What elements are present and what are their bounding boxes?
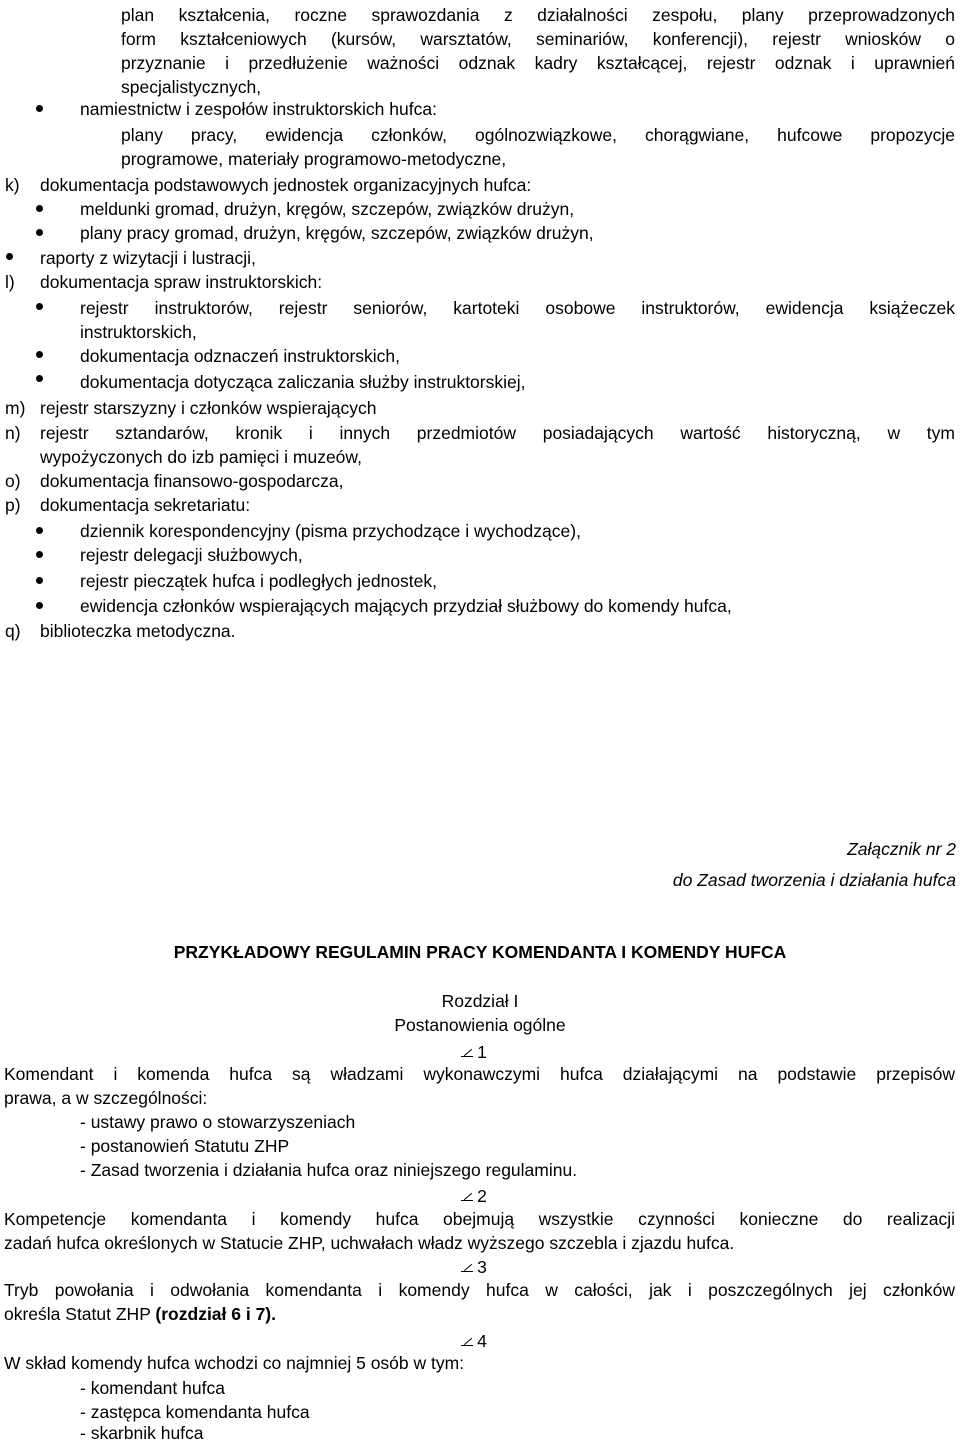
bullet-icon: [36, 205, 43, 212]
section-number-label: 2: [477, 1186, 487, 1206]
text-line: instruktorskich,: [80, 322, 197, 342]
bullet-icon: [36, 351, 43, 358]
list-item: rejestr instruktorów, rejestr seniorów, kartoteki osobowe instruktorów, ewidencja książeczek: [80, 298, 955, 318]
annex-subtitle: do Zasad tworzenia i działania hufca: [672, 870, 956, 890]
list-item: - skarbnik hufca: [80, 1423, 204, 1443]
text-line: plany pracy, ewidencja członków, ogólnozwiązkowe, chorągwiane, hufcowe propozycje: [121, 125, 955, 145]
paragraph-line: Komendant i komenda hufca są władzami wykonawczymi hufca działającymi na podstawie przepisów: [4, 1064, 955, 1084]
page-title: PRZYKŁADOWY REGULAMIN PRACY KOMENDANTA I KOMENDY HUFCA: [173, 942, 787, 962]
list-item: biblioteczka metodyczna.: [40, 621, 236, 641]
list-item: ewidencja członków wspierających mających przydział służbowy do komendy hufca,: [80, 596, 732, 616]
section-number-label: 3: [477, 1257, 487, 1277]
bullet-icon: [36, 105, 43, 112]
text-line: plan kształcenia, roczne sprawozdania z działalności zespołu, plany przeprowadzonych: [121, 5, 955, 25]
bullet-icon: [36, 527, 43, 534]
text-line: przyznanie i przedłużenie ważności odznak kadry kształcącej, rejestr odznak i uprawnień: [121, 53, 955, 73]
bullet-icon: [36, 602, 43, 609]
list-item: dokumentacja dotycząca zaliczania służby instruktorskiej,: [80, 372, 526, 392]
list-item: dokumentacja sekretariatu:: [40, 495, 251, 515]
paragraph-line: zadań hufca określonych w Statucie ZHP, uchwałach władz wyższego szczebla i zjazdu hufca.: [4, 1233, 735, 1253]
list-item: dokumentacja finansowo-gospodarcza,: [40, 471, 344, 491]
paragraph-line: Tryb powołania i odwołania komendanta i komendy hufca w całości, jak i poszczególnych jej członków: [4, 1280, 955, 1300]
list-item: - zastępca komendanta hufca: [80, 1402, 310, 1422]
list-letter: q): [5, 621, 21, 641]
chapter-number: Rozdział I: [441, 991, 519, 1011]
text-line: wypożyczonych do izb pamięci i muzeów,: [40, 447, 362, 467]
section-number: [0, 1184, 960, 1208]
list-item: dziennik korespondencyjny (pisma przychodzące i wychodzące),: [80, 521, 581, 541]
text-line: programowe, materiały programowo-metodyczne,: [121, 149, 507, 169]
list-item: rejestr starszyzny i członków wspierających: [40, 398, 377, 418]
bullet-icon: [36, 303, 43, 310]
list-letter: o): [5, 471, 21, 491]
list-item: meldunki gromad, drużyn, kręgów, szczepów, związków drużyn,: [80, 199, 575, 219]
text-line: specjalistycznych,: [121, 77, 262, 97]
chapter-name: Postanowienia ogólne: [394, 1015, 566, 1035]
paragraph-line: Kompetencje komendanta i komendy hufca obejmują wszystkie czynności konieczne do realizacji: [4, 1209, 955, 1229]
paragraph-line: prawa, a w szczególności:: [4, 1088, 208, 1108]
list-item: - ustawy prawo o stowarzyszeniach: [80, 1112, 356, 1132]
list-item: plany pracy gromad, drużyn, kręgów, szczepów, związków drużyn,: [80, 223, 594, 243]
list-item: namiestnictw i zespołów instruktorskich hufca:: [80, 99, 437, 119]
list-letter: m): [5, 398, 26, 418]
bullet-icon: [36, 577, 43, 584]
list-item: - komendant hufca: [80, 1378, 225, 1398]
paragraph-line: [4, 1302, 276, 1326]
list-letter: l): [5, 272, 15, 292]
section-number-label: 4: [477, 1331, 487, 1351]
list-letter: n): [5, 423, 21, 443]
list-item: - postanowień Statutu ZHP: [80, 1136, 290, 1156]
text-line: form kształceniowych (kursów, warsztatów, seminariów, konferencji), rejestr wniosków o: [121, 29, 955, 49]
bullet-icon: [36, 229, 43, 236]
section-number-label: 1: [477, 1042, 487, 1062]
list-letter: p): [5, 495, 21, 515]
list-letter: k): [5, 175, 20, 195]
list-item: raporty z wizytacji i lustracji,: [40, 248, 256, 268]
list-item: dokumentacja spraw instruktorskich:: [40, 272, 323, 292]
paragraph-bold-text: (rozdział 6 i 7).: [155, 1304, 276, 1324]
section-number: [0, 1329, 960, 1353]
list-item: rejestr sztandarów, kronik i innych przedmiotów posiadających wartość historyczną, w tym: [40, 423, 955, 443]
section-number: [0, 1040, 960, 1064]
bullet-icon: [6, 253, 13, 260]
bullet-icon: [36, 375, 43, 382]
list-item: dokumentacja odznaczeń instruktorskich,: [80, 346, 401, 366]
list-item: - Zasad tworzenia i działania hufca oraz niniejszego regulaminu.: [80, 1160, 578, 1180]
annex-number: Załącznik nr 2: [847, 839, 956, 859]
bullet-icon: [36, 551, 43, 558]
list-item: rejestr pieczątek hufca i podległych jednostek,: [80, 571, 438, 591]
section-number: [0, 1255, 960, 1279]
paragraph-text: określa Statut ZHP: [4, 1304, 156, 1324]
list-item: rejestr delegacji służbowych,: [80, 545, 303, 565]
list-item: dokumentacja podstawowych jednostek organizacyjnych hufca:: [40, 175, 532, 195]
paragraph-line: W skład komendy hufca wchodzi co najmniej 5 osób w tym:: [4, 1353, 465, 1373]
